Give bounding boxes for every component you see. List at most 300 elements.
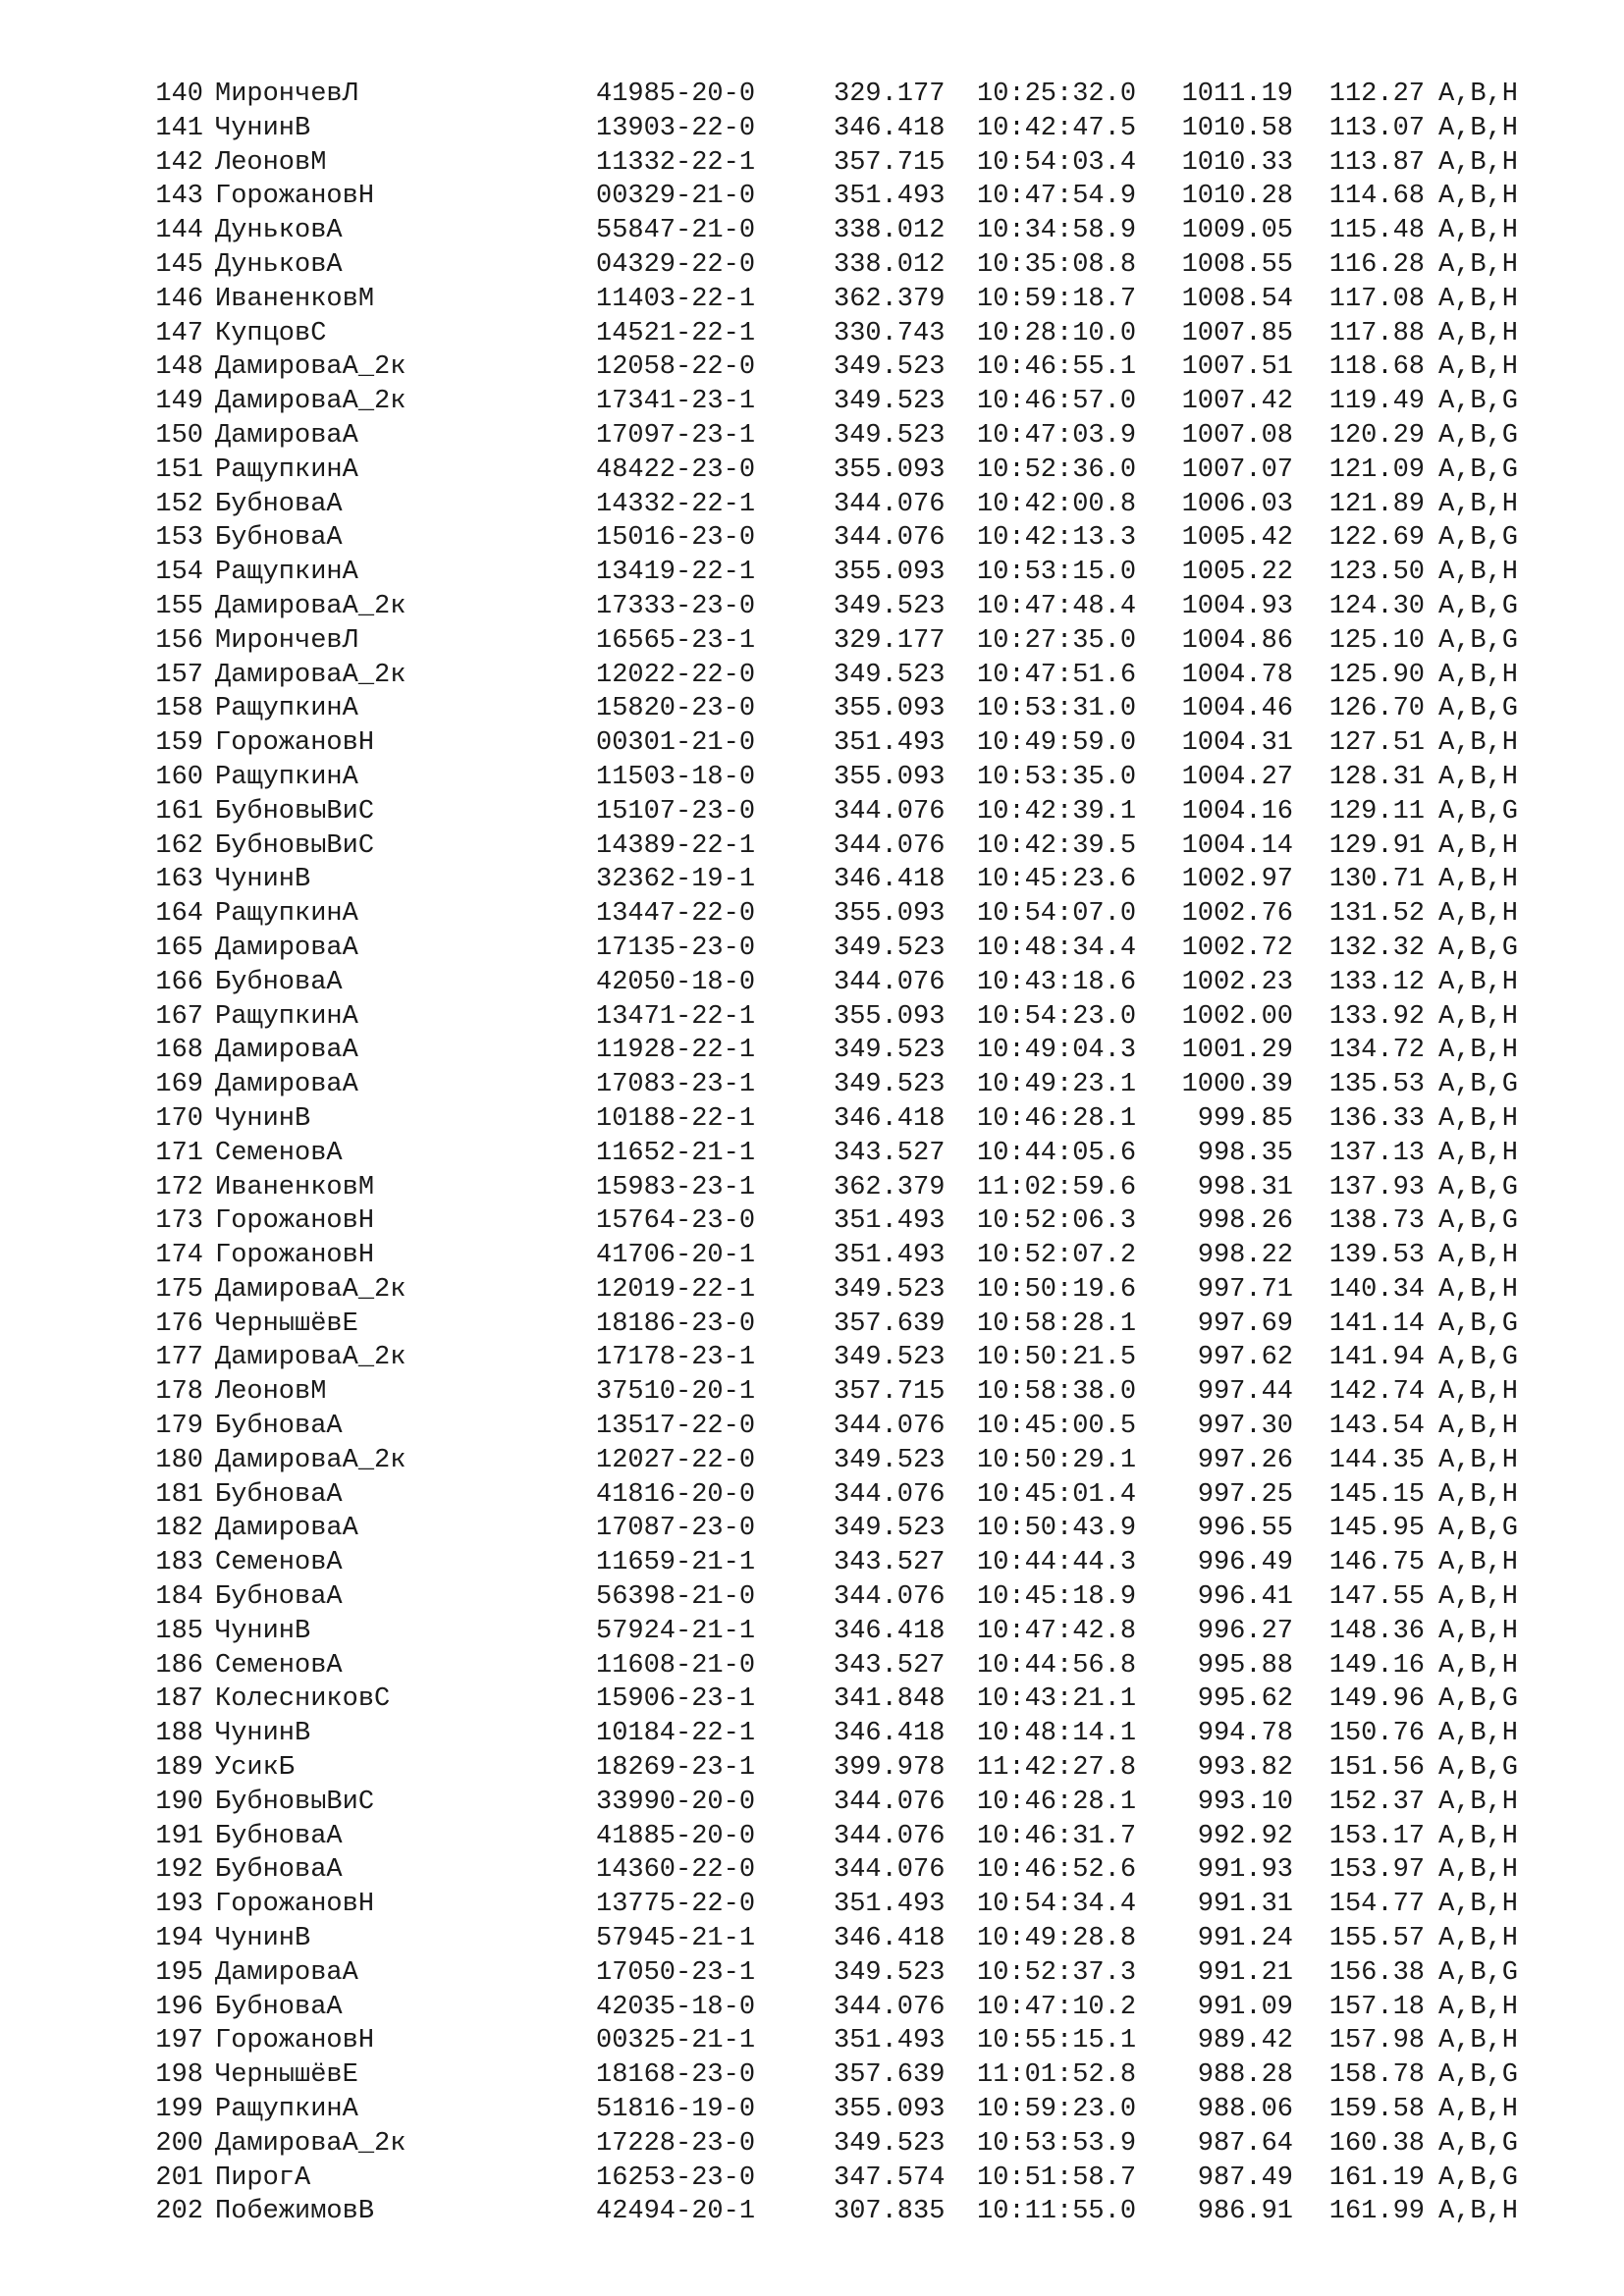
table-row bbox=[144, 1308, 1558, 1342]
position-number: 186 bbox=[155, 1650, 203, 1681]
points: 127.51 bbox=[1328, 728, 1425, 759]
position-number: 178 bbox=[155, 1377, 203, 1408]
participant-name: ЧернышёвЕ bbox=[215, 2060, 358, 2091]
flags: A,B,G bbox=[1438, 454, 1519, 485]
speed: 1006.03 bbox=[1181, 489, 1293, 519]
participant-name: ЛеоновМ bbox=[215, 147, 327, 178]
points: 116.28 bbox=[1328, 249, 1425, 280]
ring-number: 15820-23-0 bbox=[596, 694, 756, 724]
arrival-time: 10:42:00.8 bbox=[977, 489, 1137, 519]
distance: 307.835 bbox=[834, 2197, 946, 2227]
flags: A,B,G bbox=[1438, 2128, 1519, 2159]
speed: 996.41 bbox=[1197, 1582, 1293, 1613]
participant-name: СеменовА bbox=[215, 1548, 343, 1578]
flags: A,B,H bbox=[1438, 249, 1519, 280]
points: 157.18 bbox=[1328, 1992, 1425, 2022]
points: 134.72 bbox=[1328, 1036, 1425, 1066]
distance: 346.418 bbox=[834, 865, 946, 895]
ring-number: 11928-22-1 bbox=[596, 1036, 756, 1066]
flags: A,B,H bbox=[1438, 865, 1519, 895]
points: 152.37 bbox=[1328, 1787, 1425, 1817]
ring-number: 17050-23-1 bbox=[596, 1957, 756, 1988]
position-number: 200 bbox=[155, 2128, 203, 2159]
arrival-time: 10:46:31.7 bbox=[977, 1821, 1137, 1851]
points: 131.52 bbox=[1328, 899, 1425, 930]
distance: 330.743 bbox=[834, 318, 946, 348]
speed: 995.88 bbox=[1197, 1650, 1293, 1681]
speed: 1010.28 bbox=[1181, 182, 1293, 212]
position-number: 155 bbox=[155, 591, 203, 621]
distance: 338.012 bbox=[834, 216, 946, 246]
flags: A,B,G bbox=[1438, 1308, 1519, 1339]
participant-name: БубноваА bbox=[215, 489, 343, 519]
speed: 1002.97 bbox=[1181, 865, 1293, 895]
speed: 1007.51 bbox=[1181, 352, 1293, 383]
table-row bbox=[144, 146, 1558, 181]
table-row bbox=[144, 1717, 1558, 1751]
arrival-time: 10:54:34.4 bbox=[977, 1890, 1137, 1920]
ring-number: 42035-18-0 bbox=[596, 1992, 756, 2022]
points: 141.94 bbox=[1328, 1343, 1425, 1373]
arrival-time: 10:45:01.4 bbox=[977, 1479, 1137, 1510]
ring-number: 17083-23-1 bbox=[596, 1070, 756, 1100]
participant-name: ЧунинВ bbox=[215, 1616, 311, 1646]
ring-number: 42050-18-0 bbox=[596, 967, 756, 997]
speed: 1010.58 bbox=[1181, 113, 1293, 143]
points: 115.48 bbox=[1328, 216, 1425, 246]
points: 147.55 bbox=[1328, 1582, 1425, 1613]
position-number: 149 bbox=[155, 387, 203, 417]
position-number: 187 bbox=[155, 1684, 203, 1715]
points: 141.14 bbox=[1328, 1308, 1425, 1339]
distance: 349.523 bbox=[834, 591, 946, 621]
ring-number: 57924-21-1 bbox=[596, 1616, 756, 1646]
flags: A,B,H bbox=[1438, 1445, 1519, 1475]
participant-name: БубноваА bbox=[215, 1582, 343, 1613]
points: 112.27 bbox=[1328, 80, 1425, 109]
participant-name: КупцовС bbox=[215, 318, 327, 348]
distance: 362.379 bbox=[834, 284, 946, 314]
participant-name: ДамироваА bbox=[215, 420, 358, 451]
table-row bbox=[144, 248, 1558, 283]
speed: 987.49 bbox=[1197, 2163, 1293, 2193]
speed: 996.27 bbox=[1197, 1616, 1293, 1646]
arrival-time: 10:49:04.3 bbox=[977, 1036, 1137, 1066]
ring-number: 10184-22-1 bbox=[596, 1719, 756, 1749]
position-number: 151 bbox=[155, 454, 203, 485]
position-number: 156 bbox=[155, 625, 203, 656]
ring-number: 15983-23-1 bbox=[596, 1172, 756, 1202]
position-number: 175 bbox=[155, 1274, 203, 1305]
position-number: 140 bbox=[155, 80, 203, 109]
flags: A,B,G bbox=[1438, 1514, 1519, 1544]
arrival-time: 10:55:15.1 bbox=[977, 2026, 1137, 2056]
arrival-time: 11:42:27.8 bbox=[977, 1753, 1137, 1784]
speed: 1002.72 bbox=[1181, 933, 1293, 963]
position-number: 176 bbox=[155, 1308, 203, 1339]
points: 151.56 bbox=[1328, 1753, 1425, 1784]
flags: A,B,H bbox=[1438, 1412, 1519, 1442]
ring-number: 42494-20-1 bbox=[596, 2197, 756, 2227]
speed: 997.25 bbox=[1197, 1479, 1293, 1510]
distance: 346.418 bbox=[834, 1103, 946, 1134]
distance: 349.523 bbox=[834, 387, 946, 417]
table-row bbox=[144, 1273, 1558, 1308]
speed: 1007.07 bbox=[1181, 454, 1293, 485]
arrival-time: 10:51:58.7 bbox=[977, 2163, 1137, 2193]
table-row bbox=[144, 2024, 1558, 2058]
distance: 349.523 bbox=[834, 1274, 946, 1305]
ring-number: 17178-23-1 bbox=[596, 1343, 756, 1373]
flags: A,B,G bbox=[1438, 796, 1519, 827]
points: 145.95 bbox=[1328, 1514, 1425, 1544]
distance: 355.093 bbox=[834, 454, 946, 485]
flags: A,B,H bbox=[1438, 762, 1519, 792]
table-row bbox=[144, 624, 1558, 659]
distance: 344.076 bbox=[834, 523, 946, 554]
distance: 351.493 bbox=[834, 1206, 946, 1237]
points: 121.09 bbox=[1328, 454, 1425, 485]
participant-name: ГорожановН bbox=[215, 182, 375, 212]
flags: A,B,H bbox=[1438, 80, 1519, 109]
ring-number: 37510-20-1 bbox=[596, 1377, 756, 1408]
arrival-time: 10:42:13.3 bbox=[977, 523, 1137, 554]
participant-name: БубноваА bbox=[215, 1855, 343, 1886]
position-number: 185 bbox=[155, 1616, 203, 1646]
flags: A,B,G bbox=[1438, 1070, 1519, 1100]
speed: 991.93 bbox=[1197, 1855, 1293, 1886]
speed: 997.71 bbox=[1197, 1274, 1293, 1305]
position-number: 172 bbox=[155, 1172, 203, 1202]
flags: A,B,G bbox=[1438, 2163, 1519, 2193]
arrival-time: 10:49:23.1 bbox=[977, 1070, 1137, 1100]
speed: 988.06 bbox=[1197, 2095, 1293, 2125]
points: 126.70 bbox=[1328, 694, 1425, 724]
points: 125.90 bbox=[1328, 660, 1425, 690]
distance: 349.523 bbox=[834, 660, 946, 690]
table-row bbox=[144, 350, 1558, 385]
participant-name: БубноваА bbox=[215, 523, 343, 554]
arrival-time: 10:46:28.1 bbox=[977, 1787, 1137, 1817]
arrival-time: 10:47:51.6 bbox=[977, 660, 1137, 690]
ring-number: 18186-23-0 bbox=[596, 1308, 756, 1339]
speed: 1002.76 bbox=[1181, 899, 1293, 930]
participant-name: РащупкинА bbox=[215, 899, 358, 930]
points: 153.17 bbox=[1328, 1821, 1425, 1851]
flags: A,B,G bbox=[1438, 387, 1519, 417]
points: 139.53 bbox=[1328, 1241, 1425, 1271]
table-row bbox=[144, 78, 1558, 112]
position-number: 202 bbox=[155, 2197, 203, 2227]
arrival-time: 10:11:55.0 bbox=[977, 2197, 1137, 2227]
points: 136.33 bbox=[1328, 1103, 1425, 1134]
ring-number: 18168-23-0 bbox=[596, 2060, 756, 2091]
arrival-time: 10:47:54.9 bbox=[977, 182, 1137, 212]
participant-name: РащупкинА bbox=[215, 1001, 358, 1032]
position-number: 198 bbox=[155, 2060, 203, 2091]
table-row bbox=[144, 1682, 1558, 1717]
position-number: 147 bbox=[155, 318, 203, 348]
flags: A,B,H bbox=[1438, 1890, 1519, 1920]
distance: 343.527 bbox=[834, 1650, 946, 1681]
table-row bbox=[144, 180, 1558, 214]
points: 120.29 bbox=[1328, 420, 1425, 451]
flags: A,B,G bbox=[1438, 1343, 1519, 1373]
table-row bbox=[144, 2162, 1558, 2196]
table-row bbox=[144, 1649, 1558, 1683]
position-number: 196 bbox=[155, 1992, 203, 2022]
ring-number: 48422-23-0 bbox=[596, 454, 756, 485]
distance: 329.177 bbox=[834, 625, 946, 656]
table-row bbox=[144, 726, 1558, 761]
arrival-time: 10:49:59.0 bbox=[977, 728, 1137, 759]
participant-name: ДамироваА_2к bbox=[215, 352, 406, 383]
flags: A,B,H bbox=[1438, 318, 1519, 348]
arrival-time: 10:35:08.8 bbox=[977, 249, 1137, 280]
position-number: 184 bbox=[155, 1582, 203, 1613]
participant-name: ДуньковА bbox=[215, 249, 343, 280]
points: 154.77 bbox=[1328, 1890, 1425, 1920]
distance: 346.418 bbox=[834, 1616, 946, 1646]
distance: 347.574 bbox=[834, 2163, 946, 2193]
participant-name: СеменовА bbox=[215, 1650, 343, 1681]
points: 149.16 bbox=[1328, 1650, 1425, 1681]
arrival-time: 10:52:07.2 bbox=[977, 1241, 1137, 1271]
points: 140.34 bbox=[1328, 1274, 1425, 1305]
table-row bbox=[144, 1341, 1558, 1375]
position-number: 158 bbox=[155, 694, 203, 724]
position-number: 142 bbox=[155, 147, 203, 178]
arrival-time: 10:54:23.0 bbox=[977, 1001, 1137, 1032]
ring-number: 51816-19-0 bbox=[596, 2095, 756, 2125]
speed: 998.22 bbox=[1197, 1241, 1293, 1271]
flags: A,B,G bbox=[1438, 1206, 1519, 1237]
arrival-time: 10:46:28.1 bbox=[977, 1103, 1137, 1134]
points: 133.92 bbox=[1328, 1001, 1425, 1032]
table-row bbox=[144, 1888, 1558, 1922]
participant-name: РащупкинА bbox=[215, 762, 358, 792]
table-row bbox=[144, 1375, 1558, 1410]
speed: 1005.42 bbox=[1181, 523, 1293, 554]
flags: A,B,G bbox=[1438, 2060, 1519, 2091]
arrival-time: 10:44:56.8 bbox=[977, 1650, 1137, 1681]
points: 128.31 bbox=[1328, 762, 1425, 792]
speed: 1004.27 bbox=[1181, 762, 1293, 792]
arrival-time: 10:53:35.0 bbox=[977, 762, 1137, 792]
position-number: 182 bbox=[155, 1514, 203, 1544]
ring-number: 15906-23-1 bbox=[596, 1684, 756, 1715]
flags: A,B,H bbox=[1438, 147, 1519, 178]
distance: 355.093 bbox=[834, 899, 946, 930]
arrival-time: 10:52:06.3 bbox=[977, 1206, 1137, 1237]
distance: 346.418 bbox=[834, 113, 946, 143]
distance: 344.076 bbox=[834, 489, 946, 519]
position-number: 167 bbox=[155, 1001, 203, 1032]
arrival-time: 10:47:48.4 bbox=[977, 591, 1137, 621]
flags: A,B,H bbox=[1438, 1992, 1519, 2022]
arrival-time: 10:45:00.5 bbox=[977, 1412, 1137, 1442]
ring-number: 00325-21-1 bbox=[596, 2026, 756, 2056]
arrival-time: 10:44:44.3 bbox=[977, 1548, 1137, 1578]
arrival-time: 10:50:19.6 bbox=[977, 1274, 1137, 1305]
distance: 349.523 bbox=[834, 352, 946, 383]
speed: 995.62 bbox=[1197, 1684, 1293, 1715]
participant-name: ИваненковМ bbox=[215, 284, 375, 314]
distance: 341.848 bbox=[834, 1684, 946, 1715]
flags: A,B,H bbox=[1438, 1377, 1519, 1408]
points: 125.10 bbox=[1328, 625, 1425, 656]
ring-number: 17087-23-0 bbox=[596, 1514, 756, 1544]
table-row bbox=[144, 1102, 1558, 1137]
participant-name: ЧунинВ bbox=[215, 113, 311, 143]
arrival-time: 10:58:28.1 bbox=[977, 1308, 1137, 1339]
table-row bbox=[144, 1853, 1558, 1888]
flags: A,B,H bbox=[1438, 728, 1519, 759]
flags: A,B,H bbox=[1438, 2026, 1519, 2056]
arrival-time: 10:42:47.5 bbox=[977, 113, 1137, 143]
distance: 344.076 bbox=[834, 1787, 946, 1817]
speed: 1000.39 bbox=[1181, 1070, 1293, 1100]
position-number: 197 bbox=[155, 2026, 203, 2056]
points: 144.35 bbox=[1328, 1445, 1425, 1475]
table-row bbox=[144, 1137, 1558, 1171]
arrival-time: 10:42:39.1 bbox=[977, 796, 1137, 827]
flags: A,B,H bbox=[1438, 830, 1519, 861]
table-row bbox=[144, 1444, 1558, 1478]
arrival-time: 10:52:37.3 bbox=[977, 1957, 1137, 1988]
distance: 351.493 bbox=[834, 728, 946, 759]
ring-number: 11652-21-1 bbox=[596, 1138, 756, 1168]
ring-number: 17228-23-0 bbox=[596, 2128, 756, 2159]
participant-name: ЧунинВ bbox=[215, 1103, 311, 1134]
table-row bbox=[144, 863, 1558, 897]
ring-number: 12022-22-0 bbox=[596, 660, 756, 690]
arrival-time: 10:53:31.0 bbox=[977, 694, 1137, 724]
arrival-time: 10:48:34.4 bbox=[977, 933, 1137, 963]
speed: 1007.08 bbox=[1181, 420, 1293, 451]
position-number: 194 bbox=[155, 1924, 203, 1954]
position-number: 153 bbox=[155, 523, 203, 554]
ring-number: 04329-22-0 bbox=[596, 249, 756, 280]
ring-number: 11403-22-1 bbox=[596, 284, 756, 314]
flags: A,B,H bbox=[1438, 1479, 1519, 1510]
points: 153.97 bbox=[1328, 1855, 1425, 1886]
speed: 1008.55 bbox=[1181, 249, 1293, 280]
arrival-time: 10:43:18.6 bbox=[977, 967, 1137, 997]
position-number: 159 bbox=[155, 728, 203, 759]
ring-number: 17341-23-1 bbox=[596, 387, 756, 417]
distance: 344.076 bbox=[834, 1855, 946, 1886]
participant-name: ДамироваА_2к bbox=[215, 591, 406, 621]
speed: 991.09 bbox=[1197, 1992, 1293, 2022]
flags: A,B,H bbox=[1438, 1548, 1519, 1578]
arrival-time: 10:59:18.7 bbox=[977, 284, 1137, 314]
flags: A,B,G bbox=[1438, 523, 1519, 554]
table-row bbox=[144, 1204, 1558, 1239]
table-row bbox=[144, 283, 1558, 317]
ring-number: 17097-23-1 bbox=[596, 420, 756, 451]
arrival-time: 10:47:42.8 bbox=[977, 1616, 1137, 1646]
position-number: 162 bbox=[155, 830, 203, 861]
ring-number: 12058-22-0 bbox=[596, 352, 756, 383]
table-row bbox=[144, 385, 1558, 419]
distance: 349.523 bbox=[834, 1070, 946, 1100]
flags: A,B,H bbox=[1438, 967, 1519, 997]
position-number: 166 bbox=[155, 967, 203, 997]
flags: A,B,H bbox=[1438, 1138, 1519, 1168]
points: 119.49 bbox=[1328, 387, 1425, 417]
ring-number: 57945-21-1 bbox=[596, 1924, 756, 1954]
distance: 351.493 bbox=[834, 2026, 946, 2056]
participant-name: БубновыВиС bbox=[215, 1787, 375, 1817]
speed: 986.91 bbox=[1197, 2197, 1293, 2227]
arrival-time: 10:49:28.8 bbox=[977, 1924, 1137, 1954]
participant-name: ПобежимовВ bbox=[215, 2197, 375, 2227]
points: 150.76 bbox=[1328, 1719, 1425, 1749]
table-row bbox=[144, 1068, 1558, 1102]
distance: 351.493 bbox=[834, 1241, 946, 1271]
participant-name: ПирогА bbox=[215, 2163, 311, 2193]
position-number: 191 bbox=[155, 1821, 203, 1851]
ring-number: 15764-23-0 bbox=[596, 1206, 756, 1237]
ring-number: 11503-18-0 bbox=[596, 762, 756, 792]
flags: A,B,H bbox=[1438, 899, 1519, 930]
flags: A,B,H bbox=[1438, 1582, 1519, 1613]
distance: 355.093 bbox=[834, 762, 946, 792]
arrival-time: 10:58:38.0 bbox=[977, 1377, 1137, 1408]
distance: 344.076 bbox=[834, 830, 946, 861]
position-number: 141 bbox=[155, 113, 203, 143]
ring-number: 17333-23-0 bbox=[596, 591, 756, 621]
flags: A,B,G bbox=[1438, 420, 1519, 451]
speed: 998.31 bbox=[1197, 1172, 1293, 1202]
speed: 997.30 bbox=[1197, 1412, 1293, 1442]
position-number: 157 bbox=[155, 660, 203, 690]
distance: 349.523 bbox=[834, 1445, 946, 1475]
ring-number: 12027-22-0 bbox=[596, 1445, 756, 1475]
points: 160.38 bbox=[1328, 2128, 1425, 2159]
arrival-time: 10:54:07.0 bbox=[977, 899, 1137, 930]
position-number: 195 bbox=[155, 1957, 203, 1988]
speed: 1010.33 bbox=[1181, 147, 1293, 178]
points: 146.75 bbox=[1328, 1548, 1425, 1578]
table-row bbox=[144, 419, 1558, 454]
position-number: 148 bbox=[155, 352, 203, 383]
position-number: 199 bbox=[155, 2095, 203, 2125]
arrival-time: 10:50:43.9 bbox=[977, 1514, 1137, 1544]
ring-number: 13775-22-0 bbox=[596, 1890, 756, 1920]
points: 158.78 bbox=[1328, 2060, 1425, 2091]
speed: 1001.29 bbox=[1181, 1036, 1293, 1066]
table-row bbox=[144, 1751, 1558, 1786]
arrival-time: 10:44:05.6 bbox=[977, 1138, 1137, 1168]
position-number: 161 bbox=[155, 796, 203, 827]
speed: 996.55 bbox=[1197, 1514, 1293, 1544]
points: 159.58 bbox=[1328, 2095, 1425, 2125]
flags: A,B,H bbox=[1438, 1787, 1519, 1817]
distance: 343.527 bbox=[834, 1138, 946, 1168]
distance: 355.093 bbox=[834, 2095, 946, 2125]
flags: A,B,H bbox=[1438, 1855, 1519, 1886]
flags: A,B,H bbox=[1438, 1274, 1519, 1305]
distance: 351.493 bbox=[834, 182, 946, 212]
position-number: 189 bbox=[155, 1753, 203, 1784]
position-number: 192 bbox=[155, 1855, 203, 1886]
position-number: 170 bbox=[155, 1103, 203, 1134]
speed: 1004.14 bbox=[1181, 830, 1293, 861]
flags: A,B,H bbox=[1438, 216, 1519, 246]
flags: A,B,H bbox=[1438, 1924, 1519, 1954]
